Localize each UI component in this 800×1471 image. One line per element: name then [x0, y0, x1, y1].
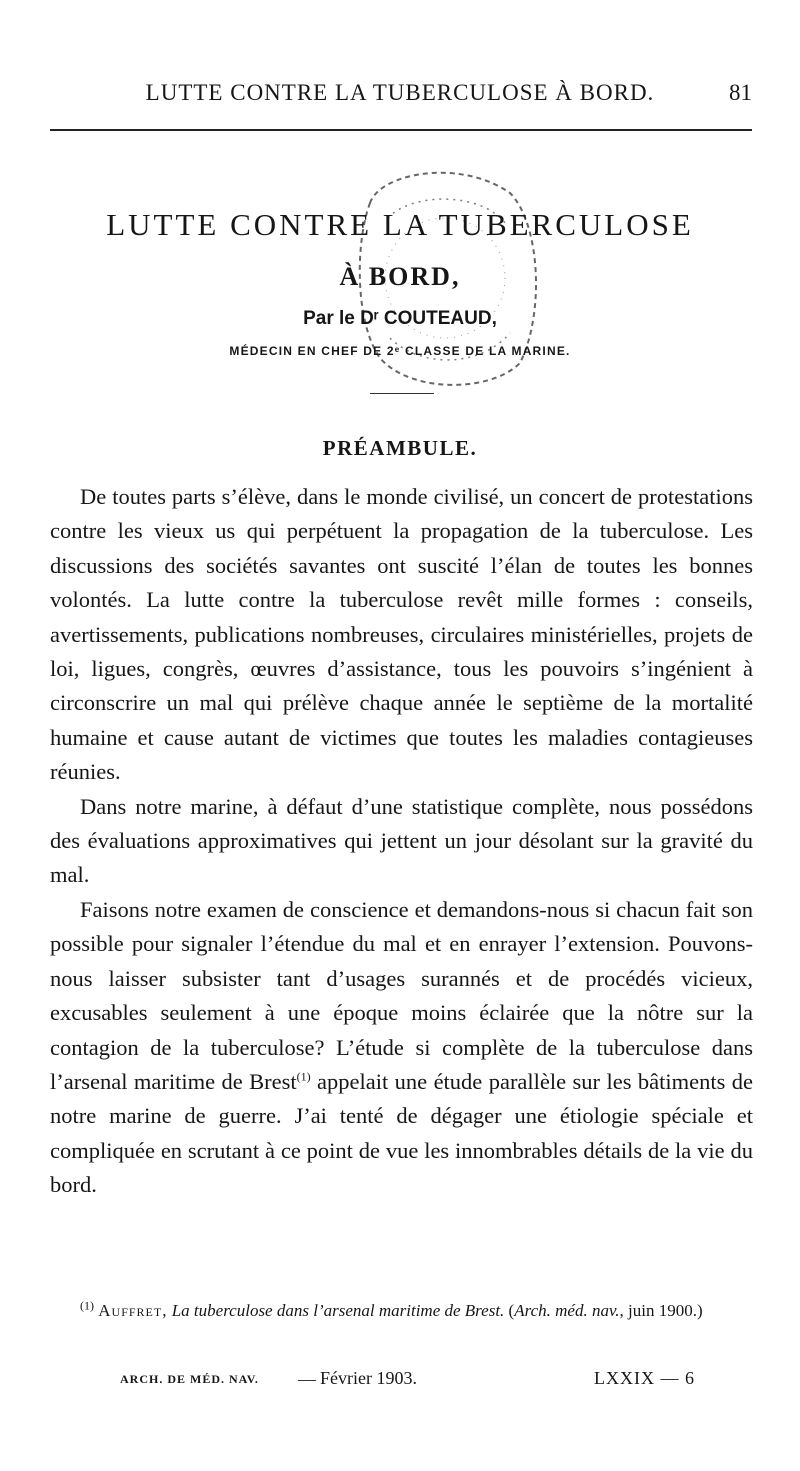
article-title — [0, 205, 800, 297]
footer-separator: — — [298, 1369, 316, 1389]
footnote-reference[interactable]: (1) — [296, 1069, 311, 1084]
running-head — [48, 76, 752, 116]
title-separator-rule — [370, 393, 434, 394]
paragraph-text: Faisons notre examen de conscience et demandons-nous si chacun fait son possible pour signaler l’étendue du mal et en enrayer l’extension. Pouvons-nous laisser subsister tant d’usages surannés et de procédés vicieux, excusables seulement à une époque moins éclairée que la nôtre sur la contagion de la tuberculose? L’étude si complète de la tuberculose dans l’arsenal maritime de Brest — [50, 896, 753, 1094]
footnote-source: Arch. méd. nav. — [514, 1301, 620, 1320]
paragraph-text: appelait une étude parallèle sur les bâtiments de notre marine de guerre. J’ai tenté de dégager une étiologie spéciale et compliquée en scrutant à ce point de vue les innombrables détails de la vie du bord. — [50, 1068, 753, 1198]
article-title-line-1: LUTTE CONTRE LA TUBERCULOSE — [106, 207, 694, 242]
footnote-mark: (1) — [80, 1298, 94, 1313]
article-title-line-2: À BORD, — [339, 262, 461, 291]
author-byline: Par le Dʳ COUTEAUD, — [303, 308, 497, 329]
paragraph — [50, 893, 753, 1203]
footer-journal: ARCH. DE MÉD. NAV. — [120, 1372, 259, 1386]
footer-date: Février 1903. — [320, 1368, 417, 1388]
author-affiliation: MÉDECIN EN CHEF DE 2ᵉ CLASSE DE LA MARINE. — [229, 344, 571, 358]
page-footer — [120, 1368, 720, 1402]
header-rule — [50, 129, 752, 131]
paragraph: De toutes parts s’élève, dans le monde civilisé, un concert de protestations contre les vieux us qui perpétuent la propagation de la tuberculose. Les discussions des sociétés savantes ont suscité l’élan de toutes les bonnes volontés. La lutte contre la tuberculose revêt mille formes : conseils, avertissements, publications nombreuses, circulaires ministérielles, projets de loi, ligues, congrès, œuvres d’assistance, tous les pouvoirs s’ingénient à circonscrire un mal qui prélève chaque année le septième de la mortalité humaine et cause autant de victimes que toutes les maladies contagieuses réunies. — [50, 484, 753, 785]
footnote-author: Auffret, — [98, 1301, 168, 1320]
section-heading: PRÉAMBULE. — [322, 436, 478, 460]
article-body — [50, 480, 753, 1203]
page-number: 81 — [729, 80, 752, 105]
footnote-source-open: ( — [508, 1301, 515, 1320]
footer-volume: LXXIX — 6 — [594, 1368, 695, 1388]
running-title: LUTTE CONTRE LA TUBERCULOSE À BORD. — [145, 80, 655, 105]
footnote-work-title: La tuberculose dans l’arsenal maritime de Brest. — [171, 1301, 505, 1320]
footnote — [50, 1296, 753, 1326]
paragraph: Dans notre marine, à défaut d’une statistique complète, nous possédons des évaluations approximatives qui jettent un jour désolant sur la gravité du mal. — [50, 793, 753, 888]
footnote-source-date: , juin 1900.) — [619, 1301, 703, 1320]
